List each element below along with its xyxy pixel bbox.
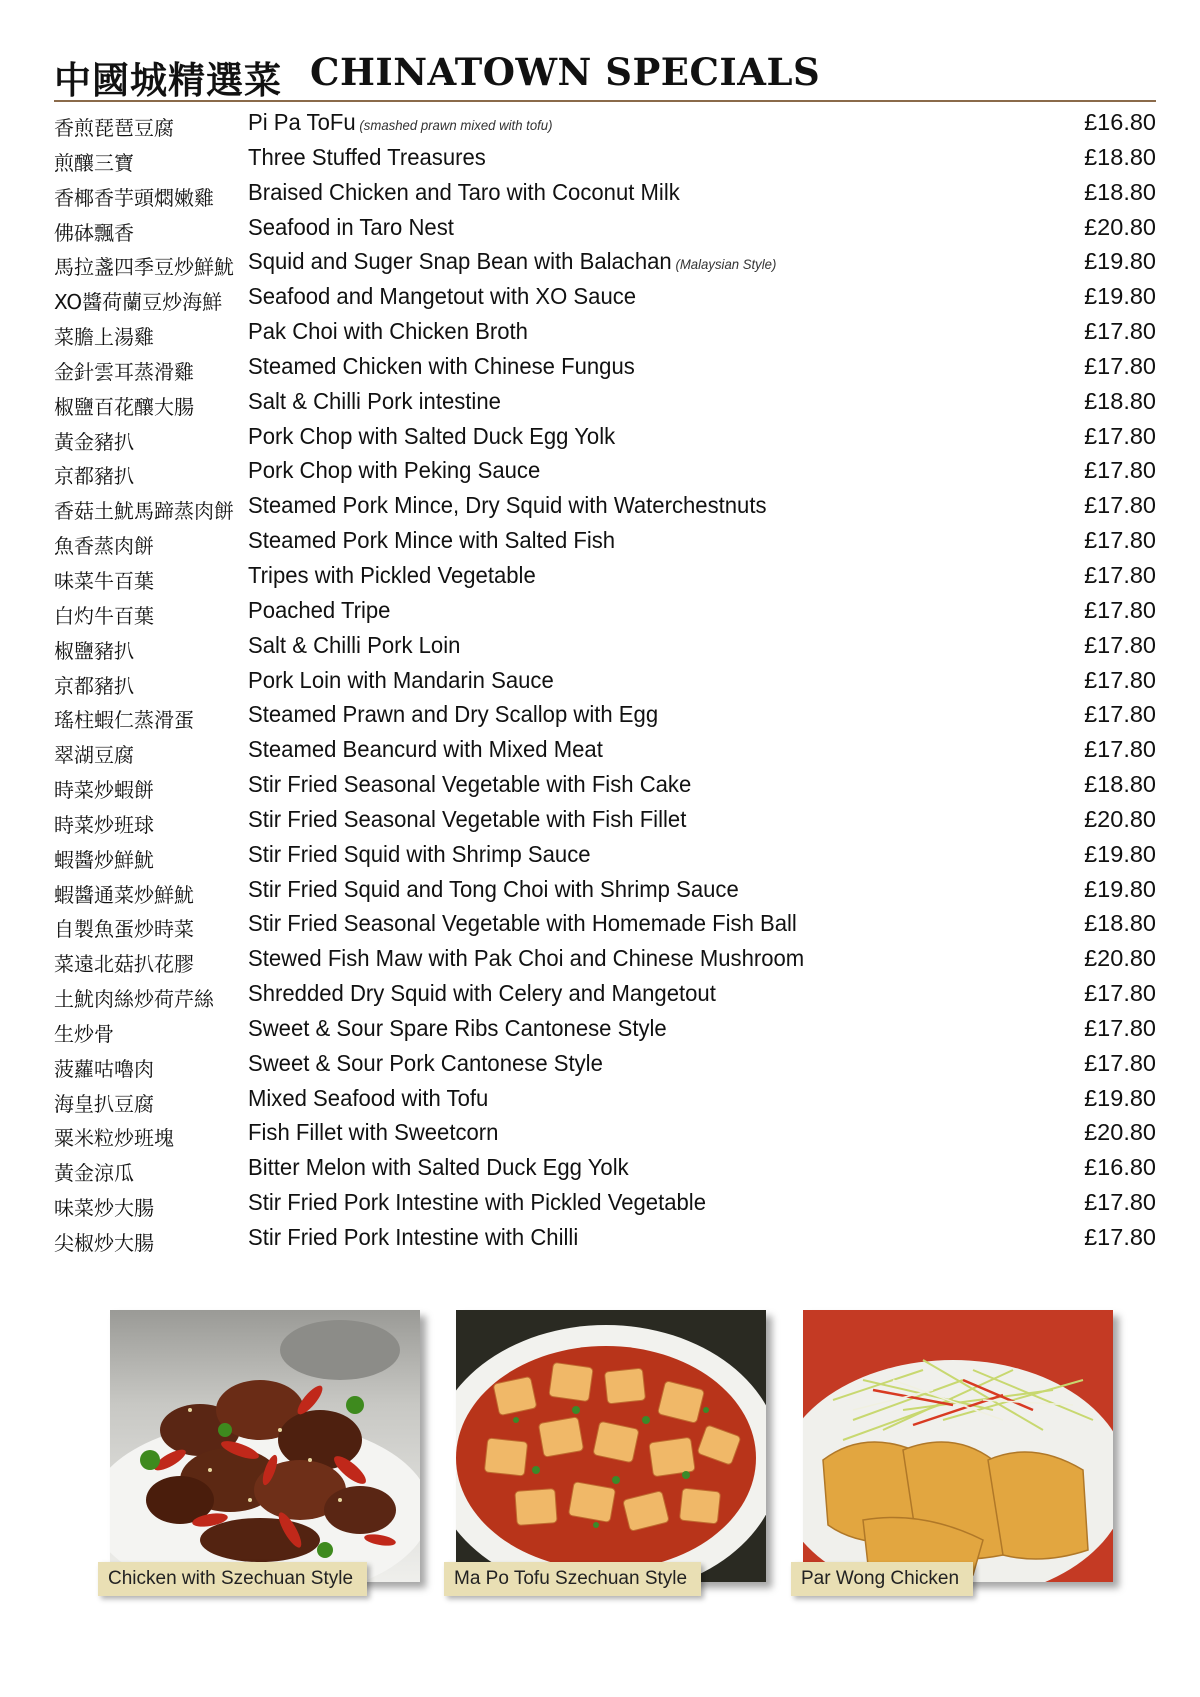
- dish-chinese-name: 椒鹽豬扒: [54, 638, 134, 663]
- dish-price: £19.80: [1084, 840, 1156, 867]
- dish-price: £17.80: [1084, 492, 1156, 519]
- dish-chinese-name: 椒鹽百花釀大腸: [54, 394, 194, 419]
- dish-english-name: Shredded Dry Squid with Celery and Mangetout: [248, 980, 716, 1007]
- dish-english-name: Pork Chop with Peking Sauce: [248, 457, 541, 484]
- dish-price: £17.80: [1084, 596, 1156, 623]
- dish-price: £17.80: [1084, 1049, 1156, 1076]
- dish-chinese-name: 菠蘿咕嚕肉: [54, 1056, 154, 1081]
- dish-price: £20.80: [1084, 805, 1156, 832]
- dish-chinese-name: XO醬荷蘭豆炒海鮮: [54, 290, 223, 315]
- menu-item: [54, 944, 1156, 979]
- dish-english-name-group: [248, 144, 486, 171]
- dish-price: £18.80: [1084, 771, 1156, 798]
- menu-item: [54, 596, 1156, 631]
- menu-item: [54, 1118, 1156, 1153]
- mapo-tofu-image: [456, 1310, 766, 1582]
- dish-price: £18.80: [1084, 143, 1156, 170]
- dish-chinese-name: 京都豬扒: [54, 464, 134, 489]
- dish-english-name: Squid and Suger Snap Bean with Balachan: [248, 248, 672, 275]
- dish-price: £17.80: [1084, 457, 1156, 484]
- dish-english-name: Bitter Melon with Salted Duck Egg Yolk: [248, 1154, 629, 1181]
- dish-chinese-name: 蝦醬炒鮮魷: [54, 847, 154, 872]
- dish-chinese-name: 白灼牛百葉: [54, 603, 154, 628]
- dish-english-name: Stir Fried Squid and Tong Choi with Shrimp Sauce: [248, 875, 739, 902]
- menu-item: [54, 491, 1156, 526]
- menu-item: [54, 387, 1156, 422]
- dish-english-name-group: [248, 248, 776, 275]
- dish-chinese-name: 京都豬扒: [54, 673, 134, 698]
- menu-item: [54, 526, 1156, 561]
- menu-item: [54, 108, 1156, 143]
- dish-price: £20.80: [1084, 213, 1156, 240]
- menu-item: [54, 735, 1156, 770]
- dish-price: £19.80: [1084, 283, 1156, 310]
- dish-chinese-name: 時菜炒蝦餅: [54, 778, 154, 803]
- dish-english-name: Salt & Chilli Pork intestine: [248, 387, 501, 414]
- dish-price: £18.80: [1084, 910, 1156, 937]
- dish-english-name: Three Stuffed Treasures: [248, 143, 486, 170]
- dish-english-name: Steamed Prawn and Dry Scallop with Egg: [248, 701, 659, 728]
- dish-english-name: Stewed Fish Maw with Pak Choi and Chinese Mushroom: [248, 945, 805, 972]
- dish-english-name-group: [248, 527, 615, 554]
- dish-english-name: Steamed Pork Mince with Salted Fish: [248, 527, 616, 554]
- dish-english-name-group: [248, 492, 767, 519]
- dish-chinese-name: 土魷肉絲炒荷芹絲: [54, 987, 214, 1012]
- menu-item: [54, 143, 1156, 178]
- dish-chinese-name: 尖椒炒大腸: [54, 1231, 154, 1255]
- dish-english-name-group: [248, 806, 686, 833]
- dish-chinese-name: 佛砵飄香: [54, 220, 134, 245]
- menu-item: [54, 909, 1156, 944]
- menu-item: [54, 666, 1156, 701]
- dish-english-name-group: [248, 214, 454, 241]
- dish-english-name: Steamed Pork Mince, Dry Squid with Waterchestnuts: [248, 492, 767, 519]
- menu-item: [54, 1084, 1156, 1119]
- menu-item: [54, 770, 1156, 805]
- dish-price: £17.80: [1084, 701, 1156, 728]
- dish-english-name-group: [248, 1085, 488, 1112]
- dish-chinese-name: 翠湖豆腐: [54, 743, 134, 768]
- dish-english-name-group: [248, 771, 691, 798]
- dish-chinese-name: 生炒骨: [54, 1021, 114, 1046]
- dish-chinese-name: 金針雲耳蒸滑雞: [54, 359, 194, 384]
- dish-english-name: Stir Fried Pork Intestine with Pickled Vegetable: [248, 1189, 706, 1216]
- dish-price: £16.80: [1084, 1154, 1156, 1181]
- photo-par-wong-chicken: [801, 1310, 1113, 1589]
- caption-chicken-szechuan: Chicken with Szechuan Style: [98, 1562, 367, 1596]
- menu-item: [54, 1014, 1156, 1049]
- dish-price: £17.80: [1084, 561, 1156, 588]
- dish-english-name: Pork Loin with Mandarin Sauce: [248, 666, 554, 693]
- menu-item: [54, 561, 1156, 596]
- dish-chinese-name: 黃金涼瓜: [54, 1161, 134, 1186]
- dish-english-name: Tripes with Pickled Vegetable: [248, 561, 536, 588]
- dish-english-name: Sweet & Sour Spare Ribs Cantonese Style: [248, 1014, 667, 1041]
- dish-chinese-name: 蝦醬通菜炒鮮魷: [54, 882, 194, 907]
- dish-chinese-name: 味菜牛百葉: [54, 568, 154, 593]
- dish-price: £17.80: [1084, 318, 1156, 345]
- dish-english-name-group: [248, 1224, 578, 1251]
- dish-price: £19.80: [1084, 875, 1156, 902]
- photo-chicken-szechuan: [108, 1310, 420, 1589]
- dish-english-name-group: [248, 457, 540, 484]
- dish-english-name: Sweet & Sour Pork Cantonese Style: [248, 1049, 603, 1076]
- dish-english-name-group: [248, 423, 615, 450]
- menu-list: [54, 108, 1156, 1258]
- dish-english-name-group: [248, 109, 553, 136]
- dish-chinese-name: 瑤柱蝦仁蒸滑蛋: [54, 708, 194, 733]
- dish-english-name: Seafood and Mangetout with XO Sauce: [248, 283, 637, 310]
- dish-chinese-name: 香煎琵琶豆腐: [54, 116, 174, 140]
- menu-item: [54, 875, 1156, 910]
- menu-item: [54, 1153, 1156, 1188]
- menu-item: [54, 247, 1156, 282]
- dish-price: £20.80: [1084, 1119, 1156, 1146]
- chicken-dish-image: [110, 1310, 420, 1582]
- dish-price: £17.80: [1084, 422, 1156, 449]
- dish-english-name-group: [248, 388, 501, 415]
- dish-price: £17.80: [1084, 352, 1156, 379]
- title-chinese: 中國城精選菜: [54, 59, 282, 102]
- dish-english-name: Pi Pa ToFu: [248, 109, 356, 135]
- dish-english-name-group: [248, 632, 460, 659]
- dish-english-name: Seafood in Taro Nest: [248, 213, 454, 240]
- dish-english-name: Fish Fillet with Sweetcorn: [248, 1119, 499, 1146]
- dish-price: £18.80: [1084, 178, 1156, 205]
- dish-english-name-group: [248, 736, 603, 763]
- dish-chinese-name: 味菜炒大腸: [54, 1196, 154, 1221]
- dish-english-name-group: [248, 910, 797, 937]
- dish-chinese-name: 黃金豬扒: [54, 429, 134, 454]
- dish-english-name: Pork Chop with Salted Duck Egg Yolk: [248, 422, 616, 449]
- caption-par-wong-chicken: Par Wong Chicken: [791, 1562, 973, 1596]
- dish-english-name: Steamed Chicken with Chinese Fungus: [248, 352, 635, 379]
- page-header: [54, 46, 1156, 102]
- dish-english-name-group: [248, 667, 554, 694]
- dish-english-name: Mixed Seafood with Tofu: [248, 1084, 489, 1111]
- dish-price: £17.80: [1084, 980, 1156, 1007]
- dish-price: £17.80: [1084, 1014, 1156, 1041]
- menu-item: [54, 979, 1156, 1014]
- dish-english-name-group: [248, 841, 591, 868]
- dish-english-name: Poached Tripe: [248, 596, 391, 623]
- dish-price: £16.80: [1084, 109, 1156, 135]
- dish-chinese-name: 香菇土魷馬蹄蒸肉餅: [54, 499, 234, 524]
- menu-item: [54, 178, 1156, 213]
- dish-chinese-name: 時菜炒班球: [54, 812, 154, 837]
- dish-chinese-name: 煎釀三寶: [54, 150, 134, 175]
- menu-item: [54, 352, 1156, 387]
- dish-price: £17.80: [1084, 1189, 1156, 1216]
- title-english: CHINATOWN SPECIALS: [310, 50, 821, 94]
- dish-price: £17.80: [1084, 631, 1156, 658]
- dish-note: (smashed prawn mixed with tofu): [359, 117, 553, 133]
- dish-english-name-group: [248, 701, 658, 728]
- dish-note: (Malaysian Style): [675, 256, 777, 273]
- caption-mapo-tofu: Ma Po Tofu Szechuan Style: [444, 1562, 701, 1596]
- menu-item: [54, 1188, 1156, 1223]
- dish-chinese-name: 魚香蒸肉餅: [54, 534, 154, 559]
- menu-item: [54, 282, 1156, 317]
- dish-chinese-name: 香椰香芋頭燜嫩雞: [54, 185, 214, 210]
- menu-item: [54, 317, 1156, 352]
- dish-english-name: Pak Choi with Chicken Broth: [248, 318, 528, 345]
- dish-price: £17.80: [1084, 666, 1156, 693]
- dish-chinese-name: 海皇扒豆腐: [54, 1091, 154, 1116]
- menu-item: [54, 1223, 1156, 1258]
- menu-item: [54, 213, 1156, 248]
- dish-english-name-group: [248, 945, 804, 972]
- menu-item: [54, 456, 1156, 491]
- dish-price: £17.80: [1084, 736, 1156, 763]
- menu-item: [54, 631, 1156, 666]
- dish-price: £17.80: [1084, 527, 1156, 554]
- dish-english-name: Stir Fried Squid with Shrimp Sauce: [248, 840, 591, 867]
- dish-english-name-group: [248, 283, 636, 310]
- menu-item: [54, 422, 1156, 457]
- dish-chinese-name: 粟米粒炒班塊: [54, 1126, 174, 1151]
- dish-price: £17.80: [1084, 1224, 1156, 1250]
- dish-english-name-group: [248, 1015, 667, 1042]
- dish-english-name: Steamed Beancurd with Mixed Meat: [248, 736, 603, 763]
- dish-english-name-group: [248, 562, 536, 589]
- menu-item: [54, 700, 1156, 735]
- dish-english-name: Stir Fried Seasonal Vegetable with Homemade Fish Ball: [248, 910, 797, 937]
- dish-english-name-group: [248, 1154, 629, 1181]
- dish-chinese-name: 馬拉盞四季豆炒鮮魷: [54, 255, 234, 280]
- dish-price: £20.80: [1084, 945, 1156, 972]
- dish-chinese-name: 菜膽上湯雞: [54, 325, 154, 350]
- dish-price: £18.80: [1084, 387, 1156, 414]
- dish-english-name: Braised Chicken and Taro with Coconut Milk: [248, 178, 680, 205]
- dish-price: £19.80: [1084, 248, 1156, 275]
- dish-english-name-group: [248, 318, 528, 345]
- dish-english-name: Stir Fried Seasonal Vegetable with Fish Fillet: [248, 805, 687, 832]
- dish-chinese-name: 自製魚蛋炒時菜: [54, 917, 194, 942]
- dish-english-name-group: [248, 353, 635, 380]
- dish-english-name-group: [248, 597, 390, 624]
- dish-english-name-group: [248, 876, 739, 903]
- dish-english-name-group: [248, 1189, 706, 1216]
- dish-english-name: Salt & Chilli Pork Loin: [248, 631, 461, 658]
- par-wong-chicken-image: [803, 1310, 1113, 1582]
- photo-mapo-tofu: [454, 1310, 766, 1589]
- dish-english-name-group: [248, 980, 716, 1007]
- dish-price: £19.80: [1084, 1084, 1156, 1111]
- menu-item: [54, 805, 1156, 840]
- menu-item: [54, 1049, 1156, 1084]
- dish-english-name: Stir Fried Pork Intestine with Chilli: [248, 1224, 579, 1250]
- dish-english-name-group: [248, 1119, 498, 1146]
- menu-item: [54, 840, 1156, 875]
- dish-english-name-group: [248, 179, 680, 206]
- dish-english-name-group: [248, 1050, 603, 1077]
- dish-chinese-name: 菜遠北菇扒花膠: [54, 952, 194, 977]
- dish-english-name: Stir Fried Seasonal Vegetable with Fish Cake: [248, 771, 692, 798]
